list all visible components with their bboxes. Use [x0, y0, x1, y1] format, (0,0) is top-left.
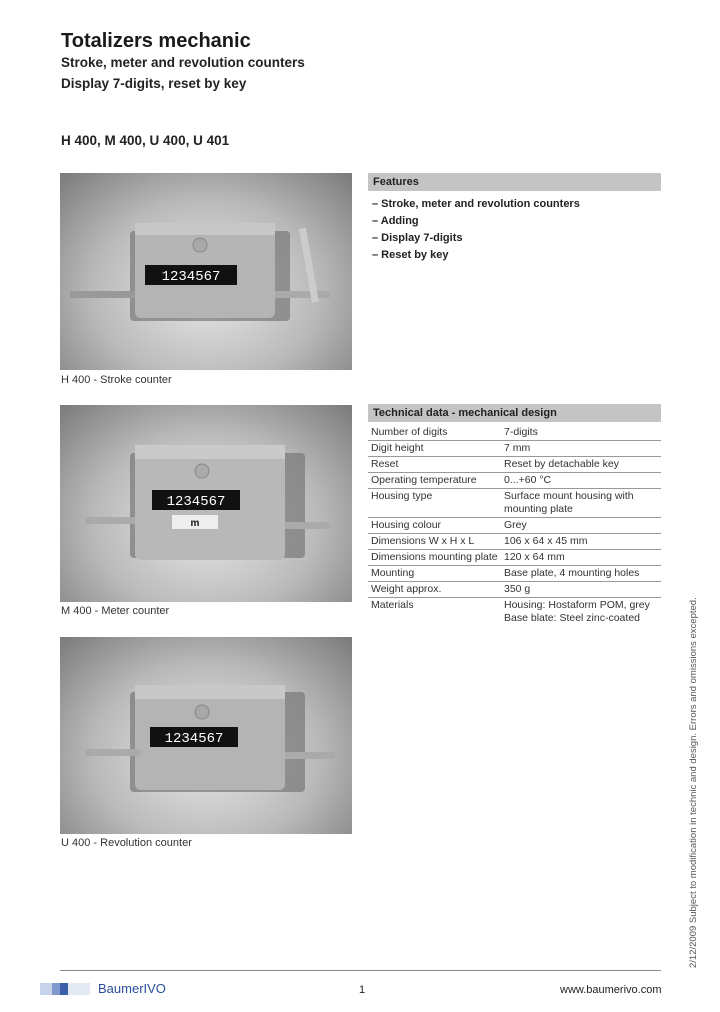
counter-illustration: [60, 405, 352, 602]
unit-label: m: [190, 518, 200, 529]
spec-value: 120 x 64 mm: [501, 550, 661, 566]
spec-value: 0...+60 °C: [501, 473, 661, 489]
table-row: [368, 489, 661, 518]
technical-heading: Technical data - mechanical design: [368, 404, 661, 422]
spec-value: 350 g: [501, 582, 661, 598]
photo-caption-u400: U 400 - Revolution counter: [61, 837, 192, 849]
footer-divider: [60, 970, 661, 971]
spec-value: 106 x 64 x 45 mm: [501, 534, 661, 550]
table-row: [368, 457, 661, 473]
table-row: [368, 473, 661, 489]
spec-key: Number of digits: [368, 425, 501, 441]
h400-photo: [60, 173, 352, 370]
table-row: [368, 582, 661, 598]
spec-key: Operating temperature: [368, 473, 501, 489]
table-row: [368, 425, 661, 441]
digit-display: 1234567: [161, 269, 221, 285]
spec-key: Mounting: [368, 566, 501, 582]
spec-key: Housing colour: [368, 518, 501, 534]
technical-table: [368, 425, 661, 626]
table-row: [368, 518, 661, 534]
list-item: – Reset by key: [372, 249, 449, 261]
counter-illustration: [60, 637, 352, 834]
disclaimer-note: 2/12/2009 Subject to modification in technic and design. Errors and omissions excepted.: [688, 597, 699, 968]
spec-key: Digit height: [368, 441, 501, 457]
table-row: [368, 598, 661, 627]
counter-illustration: [60, 173, 352, 370]
spec-key: Reset: [368, 457, 501, 473]
spec-value: Grey: [501, 518, 661, 534]
spec-key: Materials: [371, 599, 414, 611]
table-row: [368, 566, 661, 582]
website-link[interactable]: www.baumerivo.com: [560, 984, 662, 996]
spec-value: Surface mount housing with mounting plate: [501, 489, 661, 518]
digit-display: 1234567: [166, 494, 226, 510]
spec-key: Weight approx.: [368, 582, 501, 598]
brand-logo: [40, 981, 166, 996]
u400-photo: [60, 637, 352, 834]
spec-value: Reset by detachable key: [501, 457, 661, 473]
spec-value: 7 mm: [501, 441, 661, 457]
table-row: [368, 534, 661, 550]
spec-key: Housing type: [368, 489, 501, 518]
list-item: – Display 7-digits: [372, 232, 463, 244]
features-list: [372, 196, 580, 264]
spec-value: 7-digits: [501, 425, 661, 441]
spec-key: Dimensions mounting plate: [368, 550, 501, 566]
features-heading: Features: [368, 173, 661, 191]
photo-caption-m400: M 400 - Meter counter: [61, 605, 170, 617]
brand-name: BaumerIVO: [98, 981, 166, 996]
table-row: [368, 550, 661, 566]
list-item: – Adding: [372, 215, 419, 227]
spec-value: Housing: Hostaform POM, grey Base blate: Steel zinc-coated: [504, 599, 650, 624]
m400-photo: [60, 405, 352, 602]
list-item: – Stroke, meter and revolution counters: [372, 198, 580, 210]
model-list: H 400, M 400, U 400, U 401: [61, 133, 230, 148]
spec-value: Base plate, 4 mounting holes: [501, 566, 661, 582]
spec-key: Dimensions W x H x L: [368, 534, 501, 550]
logo-bars-icon: [40, 983, 90, 995]
digit-display: 1234567: [164, 731, 224, 747]
photo-caption-h400: H 400 - Stroke counter: [61, 374, 172, 386]
page-number: 1: [359, 984, 366, 996]
subtitle-1: Stroke, meter and revolution counters: [61, 55, 305, 70]
table-row: [368, 441, 661, 457]
subtitle-2: Display 7-digits, reset by key: [61, 76, 247, 91]
page-title: Totalizers mechanic: [61, 30, 251, 52]
